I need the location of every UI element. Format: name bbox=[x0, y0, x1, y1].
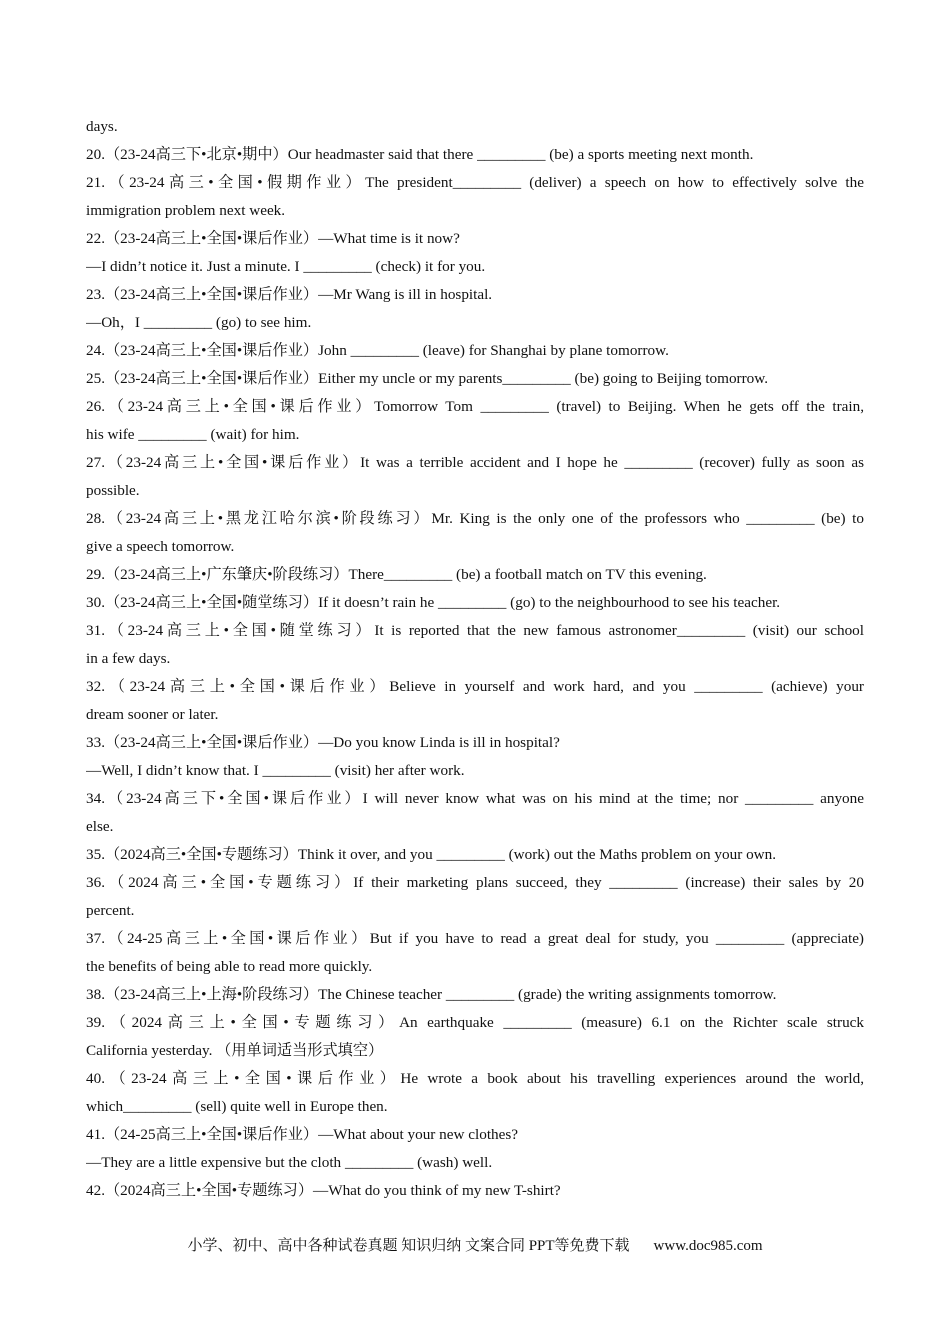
text-line: 31.（23-24高三上•全国•随堂练习）It is reported that the new famous astronomer_________ (visit) our school bbox=[86, 622, 864, 639]
document-body bbox=[86, 113, 864, 1205]
text-line: 41.（24-25高三上•全国•课后作业）—What about your new clothes? bbox=[86, 1126, 519, 1143]
text-line: 42.（2024高三上•全国•专题练习）—What do you think of my new T-shirt? bbox=[86, 1182, 561, 1199]
text-line: 40.（23-24高三上•全国•课后作业）He wrote a book about his travelling experiences around the world, bbox=[86, 1070, 864, 1087]
text-line: days. bbox=[86, 118, 118, 135]
footer-website: www.doc985.com bbox=[653, 1238, 763, 1254]
text-line: 34.（23-24高三下•全国•课后作业）I will never know what was on his mind at the time; nor _________ anyone bbox=[86, 790, 864, 807]
text-line: 23.（23-24高三上•全国•课后作业）—Mr Wang is ill in hospital. bbox=[86, 286, 493, 303]
footer-text: 小学、初中、高中各种试卷真题 知识归纳 文案合同 PPT等免费下载 bbox=[187, 1238, 630, 1254]
text-line: percent. bbox=[86, 902, 135, 919]
text-line: 27.（23-24高三上•全国•课后作业）It was a terrible accident and I hope he _________ (recover) fully as soon as bbox=[86, 454, 864, 471]
text-line: his wife _________ (wait) for him. bbox=[86, 426, 300, 443]
text-line: —Oh，I _________ (go) to see him. bbox=[86, 314, 312, 331]
text-line: —They are a little expensive but the cloth _________ (wash) well. bbox=[86, 1154, 493, 1171]
text-line: California yesterday. （用单词适当形式填空） bbox=[86, 1042, 384, 1059]
text-line: 22.（23-24高三上•全国•课后作业）—What time is it now? bbox=[86, 230, 460, 247]
text-line: in a few days. bbox=[86, 650, 171, 667]
text-line: 20.（23-24高三下•北京•期中）Our headmaster said that there _________ (be) a sports meeting next month. bbox=[86, 146, 754, 163]
text-line: 24.（23-24高三上•全国•课后作业）John _________ (leave) for Shanghai by plane tomorrow. bbox=[86, 342, 669, 359]
text-line: 36.（2024高三•全国•专题练习）If their marketing plans succeed, they _________ (increase) their sales by 20 bbox=[86, 874, 864, 891]
text-line: —I didn’t notice it. Just a minute. I _________ (check) it for you. bbox=[86, 258, 486, 275]
text-line: possible. bbox=[86, 482, 140, 499]
text-line: 33.（23-24高三上•全国•课后作业）—Do you know Linda is ill in hospital? bbox=[86, 734, 560, 751]
text-line: 37.（24-25高三上•全国•课后作业）But if you have to read a great deal for study, you _________ (appreciate) bbox=[86, 930, 864, 947]
text-line: 28.（23-24高三上•黑龙江哈尔滨•阶段练习）Mr. King is the only one of the professors who _________ (be) to bbox=[86, 510, 864, 527]
text-line: give a speech tomorrow. bbox=[86, 538, 235, 555]
text-line: 26.（23-24高三上•全国•课后作业）Tomorrow Tom _________ (travel) to Beijing. When he gets off the train, bbox=[86, 398, 864, 415]
page-footer bbox=[0, 1234, 950, 1258]
text-line: the benefits of being able to read more quickly. bbox=[86, 958, 373, 975]
text-line: which_________ (sell) quite well in Europe then. bbox=[86, 1098, 388, 1115]
text-line: 38.（23-24高三上•上海•阶段练习）The Chinese teacher _________ (grade) the writing assignments tomorrow. bbox=[86, 986, 777, 1003]
text-line: 21.（23-24高三•全国•假期作业）The president_________ (deliver) a speech on how to effectively solve the bbox=[86, 174, 864, 191]
text-line: dream sooner or later. bbox=[86, 706, 219, 723]
text-line: 39.（2024高三上•全国•专题练习）An earthquake _________ (measure) 6.1 on the Richter scale struck bbox=[86, 1014, 864, 1031]
text-line: 29.（23-24高三上•广东肇庆•阶段练习）There_________ (be) a football match on TV this evening. bbox=[86, 566, 707, 583]
text-line: 30.（23-24高三上•全国•随堂练习）If it doesn’t rain he _________ (go) to the neighbourhood to see his teacher. bbox=[86, 594, 781, 611]
text-line: 32.（23-24高三上•全国•课后作业）Believe in yourself and work hard, and you _________ (achieve) your bbox=[86, 678, 864, 695]
text-line: —Well, I didn’t know that. I _________ (visit) her after work. bbox=[86, 762, 465, 779]
text-line: immigration problem next week. bbox=[86, 202, 286, 219]
text-line: else. bbox=[86, 818, 114, 835]
text-line: 25.（23-24高三上•全国•课后作业）Either my uncle or my parents_________ (be) going to Beijing tomorrow. bbox=[86, 370, 769, 387]
text-line: 35.（2024高三•全国•专题练习）Think it over, and you _________ (work) out the Maths problem on your own. bbox=[86, 846, 777, 863]
